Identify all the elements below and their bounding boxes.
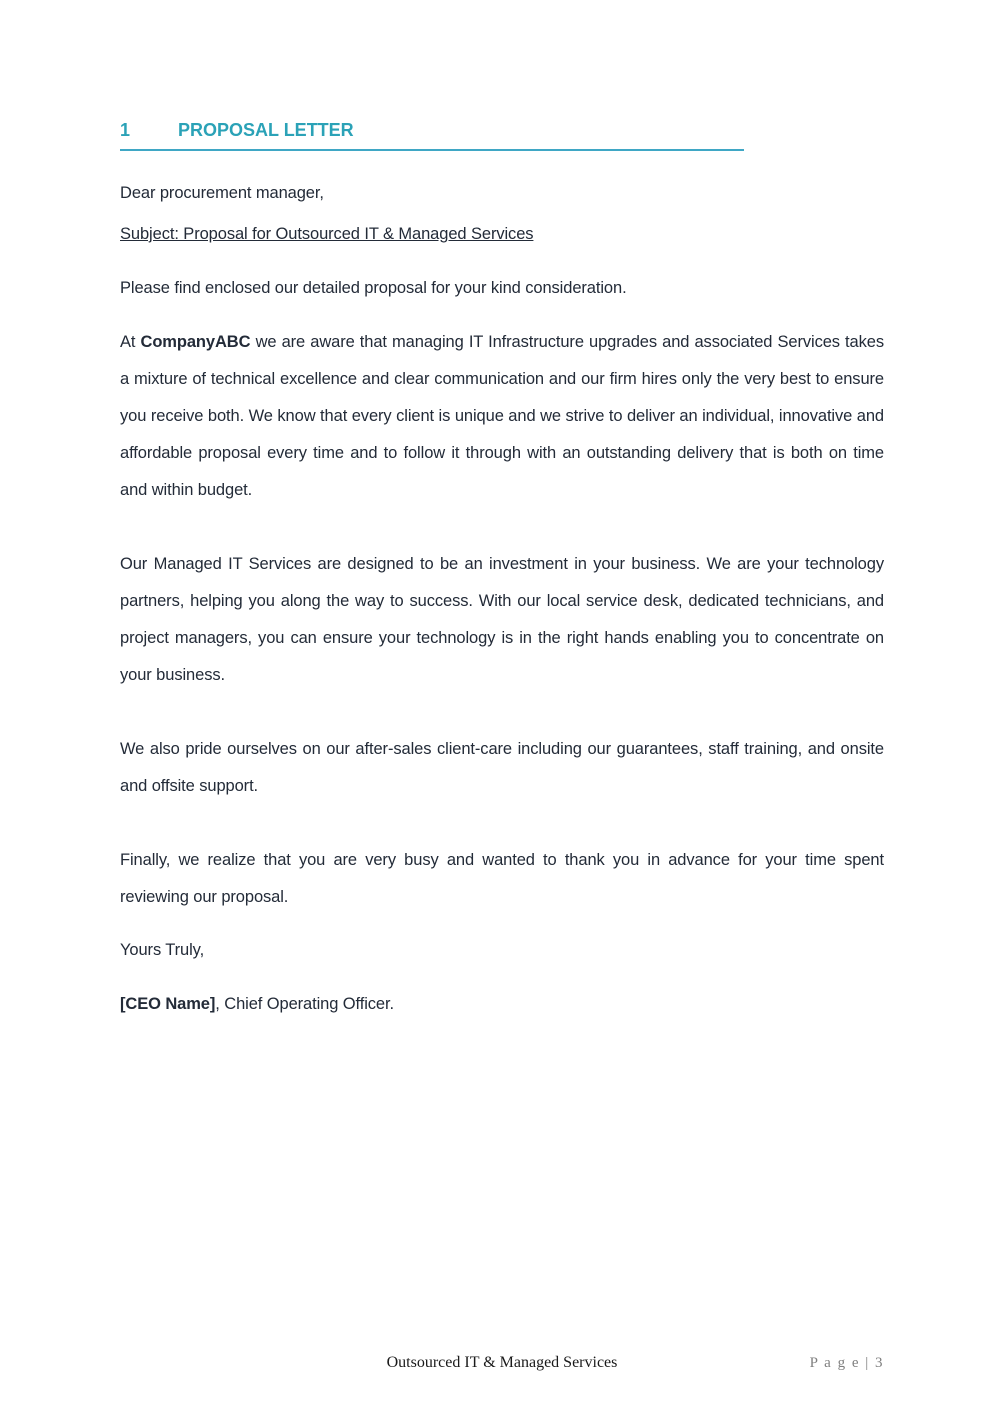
signature-line: [120, 986, 884, 1023]
paragraph-company-rest: we are aware that managing IT Infrastructure upgrades and associated Services takes a mixture of technical excellence and clear communication and our firm hires only the very best to ensure you receive both. We know that every client is unique and we strive to deliver an individual, innovative and affordable proposal every time and to follow it through with an outstanding delivery that is both on time and within budget.: [120, 333, 884, 499]
footer-document-title: Outsourced IT & Managed Services: [386, 1354, 618, 1371]
page-title: PROPOSAL LETTER: [178, 120, 354, 140]
intro-paragraph: Please find enclosed our detailed proposal for your kind consideration.: [120, 279, 627, 297]
page-footer: [120, 1348, 884, 1378]
paragraph-after-sales: We also pride ourselves on our after-sales client-care including our guarantees, staff training, and onsite and offsite support.: [120, 740, 884, 795]
heading-number: 1: [120, 120, 131, 140]
section-heading: [120, 118, 744, 151]
salutation: Dear procurement manager,: [120, 184, 324, 202]
footer-page-number: P a g e | 3: [809, 1355, 884, 1371]
paragraph-company-prefix: At: [120, 333, 141, 351]
paragraph-company: [120, 324, 884, 509]
company-name: CompanyABC: [140, 333, 251, 351]
subject-line: Subject: Proposal for Outsourced IT & Managed Services: [120, 225, 534, 243]
closing-line: Yours Truly,: [120, 941, 205, 959]
paragraph-managed-services: Our Managed IT Services are designed to be an investment in your business. We are your technology partners, helping you along the way to success. With our local service desk, dedicated technicians, and project managers, you can ensure your technology is in the right hands enabling you to concentrate on your business.: [120, 555, 884, 684]
ceo-name-placeholder: [CEO Name]: [120, 995, 216, 1013]
signature-title: , Chief Operating Officer.: [215, 995, 394, 1013]
letter-body: [120, 175, 884, 1023]
paragraph-thanks: Finally, we realize that you are very busy and wanted to thank you in advance for your time spent reviewing our proposal.: [120, 851, 884, 906]
